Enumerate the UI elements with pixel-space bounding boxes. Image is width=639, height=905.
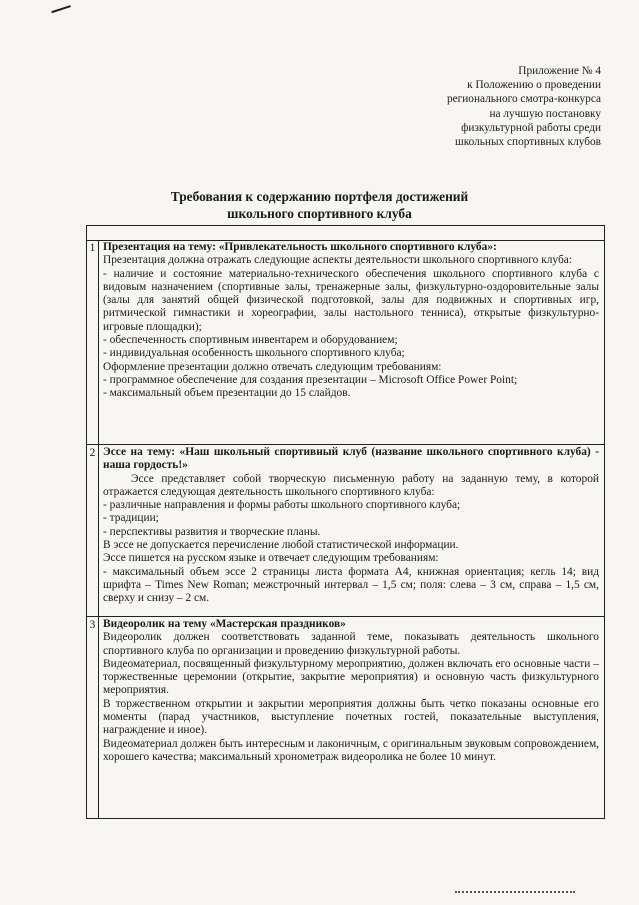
row-paragraph: - максимальный объем презентации до 15 слайдов.	[103, 387, 351, 400]
scan-artifact	[51, 5, 72, 19]
row-paragraph: - наличие и состояние материально-технического обеспечения школьного спортивного клуба с видовым назначением (спортивные залы, тренажерные залы, физкультурно-оздоровительные залы (залы для занятий общей физической подготовкой, залы для подвижных и спортивных игр, ритмической гимнастики и хореографии, залы настольного тенниса), открытые физкультурно-игровые площадки);	[103, 267, 599, 333]
row-content	[103, 446, 599, 606]
appendix-note	[351, 64, 601, 149]
row-paragraph: Эссе представляет собой творческую письменную работу на заданную тему, в которой отражается следующая деятельность школьного спортивного клуба:	[103, 472, 599, 498]
row-paragraph: Видеоролик должен соответствовать заданной теме, показывать деятельность школьного спортивного клуба по организации и проведению физкультурной работы.	[103, 631, 599, 657]
row-paragraph: - индивидуальная особенность школьного спортивного клуба;	[103, 347, 405, 360]
row-paragraph: - различные направления и формы работы школьного спортивного клуба;	[103, 499, 461, 512]
row-heading: Видеоролик на тему «Мастерская праздников»	[103, 618, 346, 630]
row-heading: Эссе на тему: «Наш школьный спортивный клуб (название школьного спортивного клуба) - наша гордость!»	[103, 446, 599, 472]
title-line-2: школьного спортивного клуба	[227, 206, 412, 221]
row-number: 3	[87, 617, 99, 818]
row-paragraph: Эссе пишется на русском языке и отвечает следующим требованиям:	[103, 552, 439, 565]
row-paragraph: Видеоматериал, посвященный физкультурному мероприятию, должен включать его основные части – торжественные церемонии (открытие, закрытие мероприятия) и основную часть физкультурного мероприятия.	[103, 657, 599, 697]
appendix-line: на лучшую постановку	[489, 107, 601, 120]
row-paragraph: - программное обеспечение для создания презентации – Microsoft Office Power Point;	[103, 373, 518, 386]
requirements-table	[86, 225, 605, 819]
row-number: 2	[87, 445, 99, 616]
row-paragraph: Оформление презентации должно отвечать следующим требованиям:	[103, 360, 442, 373]
row-paragraph: В торжественном открытии и закрытии мероприятия должны быть четко показаны основные его моменты (парад участников, выступление почетных гостей, показательные выступления, награждение и иное).	[103, 697, 599, 737]
appendix-line: к Положению о проведении	[467, 79, 601, 92]
table-header-strip	[87, 226, 604, 241]
appendix-line: физкультурной работы среди	[461, 121, 601, 134]
row-content	[103, 618, 599, 764]
row-paragraph: - максимальный объем эссе 2 страницы листа формата А4, книжная ориентация; кегль 14; вид шрифта – Times New Roman; межстрочный интервал – 1,5 см; поля: слева – 3 см, справа – 1,5 см, сверху и снизу – 2 см.	[103, 565, 599, 605]
document-title	[0, 188, 639, 222]
table-row	[87, 445, 604, 617]
row-content	[103, 241, 599, 401]
row-paragraph: Видеоматериал должен быть интересным и лаконичным, с оригинальным звуковым сопровождением, хорошего качества; максимальный хронометраж видеоролика не более 10 минут.	[103, 737, 599, 763]
title-line-1: Требования к содержанию портфеля достижений	[170, 189, 469, 204]
appendix-line: школьных спортивных клубов	[455, 136, 601, 149]
row-paragraph: Презентация должна отражать следующие аспекты деятельности школьного спортивного клуба:	[103, 254, 572, 267]
row-paragraph: - обеспеченность спортивным инвентарем и оборудованием;	[103, 334, 398, 347]
appendix-line: Приложение № 4	[518, 65, 601, 77]
row-paragraph: В эссе не допускается перечисление любой статистической информации.	[103, 539, 459, 552]
appendix-line: регионального смотра-конкурса	[446, 93, 601, 106]
table-row	[87, 240, 604, 445]
row-paragraph: - перспективы развития и творческие планы.	[103, 525, 321, 538]
scan-artifact	[455, 891, 575, 896]
row-paragraph: - традиции;	[103, 512, 159, 525]
row-heading: Презентация на тему: «Привлекательность школьного спортивного клуба»:	[103, 241, 497, 253]
table-row	[87, 617, 604, 818]
row-number: 1	[87, 240, 99, 444]
